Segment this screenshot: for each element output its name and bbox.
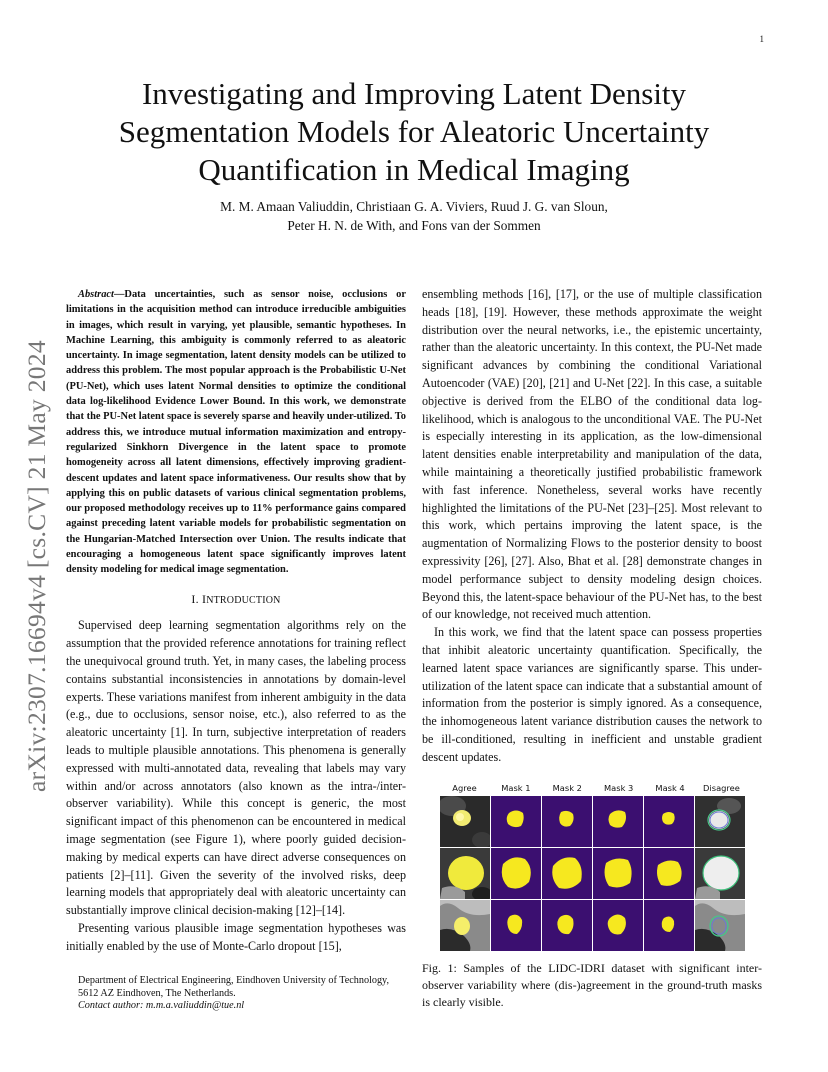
title-line: Investigating and Improving Latent Density	[141, 76, 687, 111]
section-heading-introduction	[66, 591, 406, 610]
abstract	[66, 287, 406, 578]
figure-1-caption: Fig. 1: Samples of the LIDC-IDRI dataset with significant inter-observer variability where (dis-)agreement in the ground-truth masks is clearly visible.	[422, 961, 762, 1009]
mask-image	[542, 900, 592, 951]
abstract-text: —Data uncertainties, such as sensor noise, occlusions or limitations in the acquisition method can introduce irreducible ambiguities in images, which result in varying, yet plausible, semantic hypotheses. In Machine Learning, this ambiguity is commonly referred to as aleatoric uncertainty. In image segmentation, latent density models can be utilized to address this problem. The most popular approach is the Probabilistic U-Net (PU-Net), which uses latent Normal densities to optimize the conditional data log-likelihood Evidence Lower Bound. In this work, we demonstrate that the PU-Net latent space is severely sparse and heavily under-utilized. To address this, we introduce mutual information maximization and entropy-regularized Sinkhorn Divergence in the latent space to promote homogeneity across all latent dimensions, effectively improving gradient-descent updates and latent space informativeness. Our results show that by applying this on public datasets of various clinical segmentation problems, our proposed methodology receives up to 11% performance gains compared against preceding latent variable models for probabilistic segmentation on the Hungarian-Matched Intersection over Union. The results indicate that encouraging a homogeneous latent space significantly improves latent density modeling for medical image segmentation.	[66, 289, 406, 576]
intro-paragraph-continued: ensembling methods [16], [17], or the use of multiple classification heads [18], [19]. However, these methods approximate the weight distribution over the neural networks, i.e., the epistemic uncertainty, rather than the aleatoric uncertainty. In this context, the PU-Net made significant advances by combining the conditional Variational Autoencoder (VAE) [20], [21] and U-Net [22]. In this case, a suitable objective is derived from the ELBO of the conditional data log-likelihood, which is analogous to the unconditional VAE. The PU-Net is especially interesting in its application, as the low-dimensional latent densities enable interpretability and manipulation of the data, while maintaining a theoretically justified probabilistic framework with fast inference. Nonetheless, several works have recently highlighted the limitations of the PU-Net [23]–[25]. Most relevant to this work, which pertains improving the latent space, is the augmentation of Normalizing Flows to the posterior density to boost expressivity [26], [27]. Also, Bhat et al. [28] demonstrate changes in model performance subject to density modeling design choices. Beyond this, the latent-space behaviour of the PU-Net has, to the best of our knowledge, not received much attention.	[422, 287, 762, 622]
abstract-label: Abstract	[78, 289, 114, 300]
mask-image	[593, 900, 643, 951]
title-line: Segmentation Models for Aleatoric Uncertainty	[118, 114, 710, 149]
figure-image-grid	[440, 796, 746, 952]
right-column	[422, 286, 762, 767]
column-label-mask-2: Mask 2	[552, 783, 582, 793]
mask-image	[644, 796, 694, 847]
left-column	[66, 287, 406, 956]
section-numeral: I.	[191, 591, 202, 606]
figure-1	[439, 783, 747, 952]
mask-image	[644, 900, 694, 951]
footnote-affiliation: Department of Electrical Engineering, Eindhoven University of Technology, 5612 AZ Eindhoven, The Netherlands.	[78, 975, 390, 999]
mask-image	[542, 848, 592, 899]
page-number: 1	[759, 34, 764, 44]
footnote	[78, 975, 408, 1013]
column-label-mask-1: Mask 1	[501, 783, 531, 793]
mask-image	[593, 796, 643, 847]
author-list	[90, 198, 738, 235]
figure-column-labels	[439, 783, 747, 796]
intro-paragraph: In this work, we find that the latent space can possess properties that inhibit aleatoric uncertainty quantification. Specifically, the learned latent space variances are significantly sparse. This under-utilization of the latent space can indicate that a substantial amount of information from the posterior is simply ignored. As a consequence, the inhomogeneous latent variance distribution causes the network to be ill-conditioned, resulting in inefficient and unstable gradient descent updates.	[422, 625, 762, 764]
ct-disagree-image	[695, 848, 745, 899]
mask-image	[644, 848, 694, 899]
mask-image	[542, 796, 592, 847]
ct-agree-image	[440, 796, 490, 847]
ct-disagree-image	[695, 796, 745, 847]
arxiv-identifier-stamp[interactable]: arXiv:2307.16694v4 [cs.CV] 21 May 2024	[22, 340, 51, 792]
authors-line: Peter H. N. de With, and Fons van der Sommen	[287, 217, 541, 233]
authors-line: M. M. Amaan Valiuddin, Christiaan G. A. Viviers, Ruud J. G. van Sloun,	[220, 199, 608, 214]
footnote-contact: Contact author: m.m.a.valiuddin@tue.nl	[78, 1000, 245, 1012]
ct-disagree-image	[695, 900, 745, 951]
column-label-agree: Agree	[452, 783, 477, 793]
ct-agree-image	[440, 900, 490, 951]
paper-title	[90, 75, 738, 189]
section-title-initial: I	[201, 591, 207, 606]
mask-image	[491, 848, 541, 899]
title-line: Quantification in Medical Imaging	[198, 152, 630, 187]
column-label-mask-4: Mask 4	[655, 783, 685, 793]
column-label-mask-3: Mask 3	[604, 783, 634, 793]
mask-image	[491, 900, 541, 951]
intro-paragraph: Presenting various plausible image segmentation hypotheses was initially enabled by the use of Monte-Carlo dropout [15],	[66, 920, 406, 953]
mask-image	[593, 848, 643, 899]
column-label-disagree: Disagree	[703, 783, 740, 793]
section-title-rest: NTRODUCTION	[206, 594, 281, 606]
mask-image	[491, 796, 541, 847]
intro-paragraph: Supervised deep learning segmentation algorithms rely on the assumption that the provided reference annotations for training reflect the unequivocal ground truth. Yet, in many cases, the labeling process contains substantial inconsistencies in annotations by domain-level experts. These variations manifest from inherent ambiguity in the data (e.g., due to occlusions, sensor noise, etc.), also referred to as the aleatoric uncertainty [1]. In turn, subjective interpretation of readers leads to multiple plausible annotations. This phenomena is generally expressed with multi-annotated data, revealing that labels may vary within and/or across annotators (also known as the intra-/inter- observer variability). While this concept is generic, the most significant impact of this phenomenon can be encountered in medical image segmentation (see Figure 1), where poorly guided decision-making by medical experts can have direct adverse consequences on patients [2]–[11]. Given the severity of the involved risks, deep learning models that appropriately deal with aleatoric uncertainty can substantially improve clinical decision-making [12]–[14].	[66, 618, 406, 918]
ct-agree-image	[440, 848, 490, 899]
